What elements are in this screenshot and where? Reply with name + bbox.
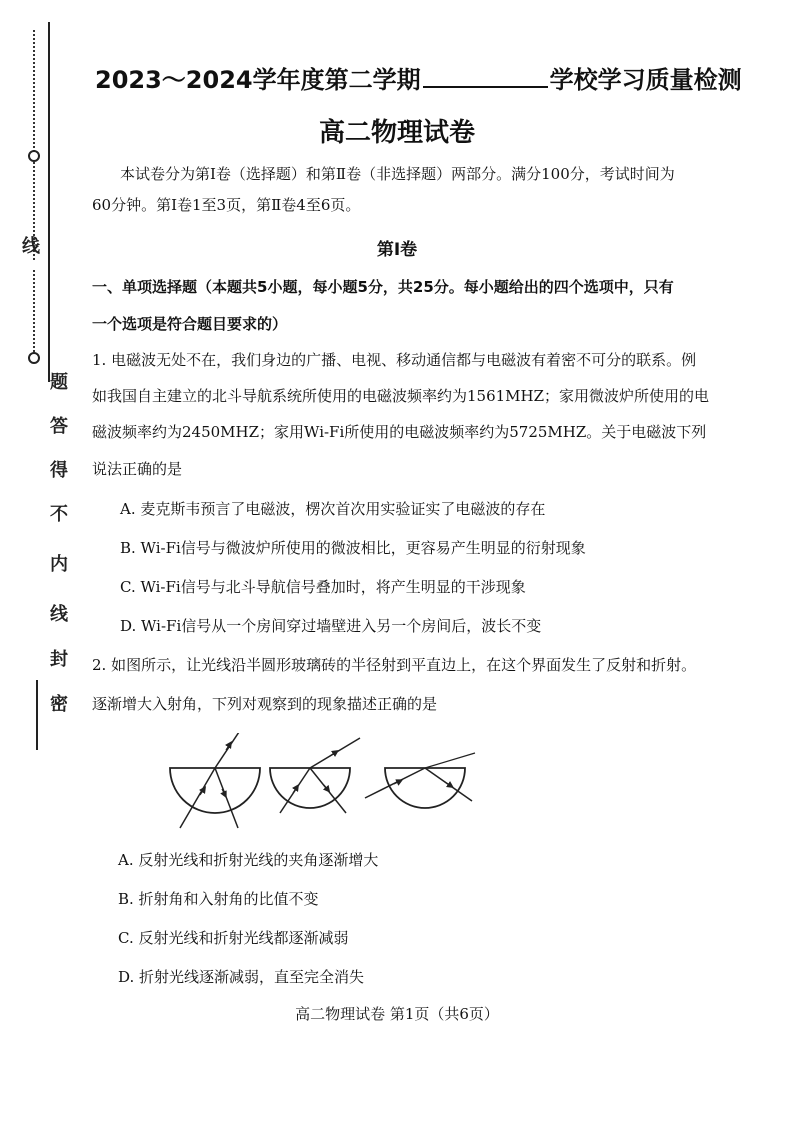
q1-stem-line-1: 1. 电磁波无处不在，我们身边的广播、电视、移动通信都与电磁波有着密不可分的联系。例	[92, 351, 697, 369]
margin-char-da: 答	[50, 416, 68, 437]
intro-line-1: 本试卷分为第Ⅰ卷（选择题）和第Ⅱ卷（非选择题）两部分。满分100分，考试时间为	[120, 165, 675, 183]
header-title-left: 2023～2024学年度第二学期	[95, 66, 421, 94]
page-footer: 高二物理试卷 第1页（共6页）	[295, 1005, 499, 1023]
diagram-figure-1	[170, 733, 260, 828]
q2-stem-line-1: 2. 如图所示，让光线沿半圆形玻璃砖的半径射到平直边上，在这个界面发生了反射和折射。	[92, 656, 697, 674]
q1-stem-line-2: 如我国自主建立的北斗导航系统所使用的电磁波频率约为1561MHZ；家用微波炉所使用的电	[92, 387, 710, 405]
q1-option-c: C. Wi-Fi信号与北斗导航信号叠加时，将产生明显的干涉现象	[120, 578, 526, 596]
diagram-figure-2	[270, 738, 360, 813]
intro-line-2: 60分钟。第Ⅰ卷1至3页，第Ⅱ卷4至6页。	[92, 196, 361, 214]
exam-header	[95, 60, 742, 95]
q1-stem-line-4: 说法正确的是	[92, 460, 183, 478]
q2-option-d: D. 折射光线逐渐减弱，直至完全消失	[118, 968, 365, 986]
school-name-blank[interactable]	[423, 64, 548, 88]
section-heading-line-1: 一、单项选择题（本题共5小题，每小题5分，共25分。每小题给出的四个选项中，只有	[92, 278, 674, 296]
section-heading-line-2: 一个选项是符合题目要求的）	[92, 315, 288, 333]
margin-dotted-line-mid	[33, 270, 35, 360]
margin-char-nei: 内	[50, 554, 68, 575]
margin-char-ti: 题	[50, 372, 68, 393]
margin-solid-line-bottom	[36, 680, 38, 750]
semicircle-refraction-diagram	[160, 733, 560, 833]
exam-subtitle: 高二物理试卷	[318, 118, 475, 148]
q2-option-a: A. 反射光线和折射光线的夹角逐渐增大	[118, 851, 379, 869]
diagram-figure-3	[365, 753, 475, 808]
q2-option-b: B. 折射角和入射角的比值不变	[118, 890, 319, 908]
q1-option-a: A. 麦克斯韦预言了电磁波，楞次首次用实验证实了电磁波的存在	[120, 500, 546, 518]
q1-option-d: D. Wi-Fi信号从一个房间穿过墙壁进入另一个房间后，波长不变	[120, 617, 542, 635]
margin-char-xian2: 线	[50, 604, 68, 625]
margin-char-feng: 封	[50, 649, 68, 670]
margin-circle-mid	[28, 352, 40, 364]
part-heading: 第Ⅰ卷	[376, 240, 418, 260]
margin-circle-top	[28, 150, 40, 162]
margin-solid-line-top	[48, 22, 50, 382]
margin-char-bu: 不	[50, 504, 68, 525]
header-title-right: 学校学习质量检测	[549, 66, 742, 94]
margin-char-de: 得	[50, 460, 68, 481]
q2-option-c: C. 反射光线和折射光线都逐渐减弱	[118, 929, 349, 947]
q1-stem-line-3: 磁波频率约为2450MHZ；家用Wi-Fi所使用的电磁波频率约为5725MHZ。关于电磁波下列	[92, 423, 707, 441]
margin-char-mi: 密	[50, 694, 68, 715]
margin-char-xian: 线	[22, 236, 40, 257]
q1-option-b: B. Wi-Fi信号与微波炉所使用的微波相比，更容易产生明显的衍射现象	[120, 539, 586, 557]
q2-stem-line-2: 逐渐增大入射角，下列对观察到的现象描述正确的是	[92, 695, 438, 713]
binding-margin	[0, 0, 80, 1122]
